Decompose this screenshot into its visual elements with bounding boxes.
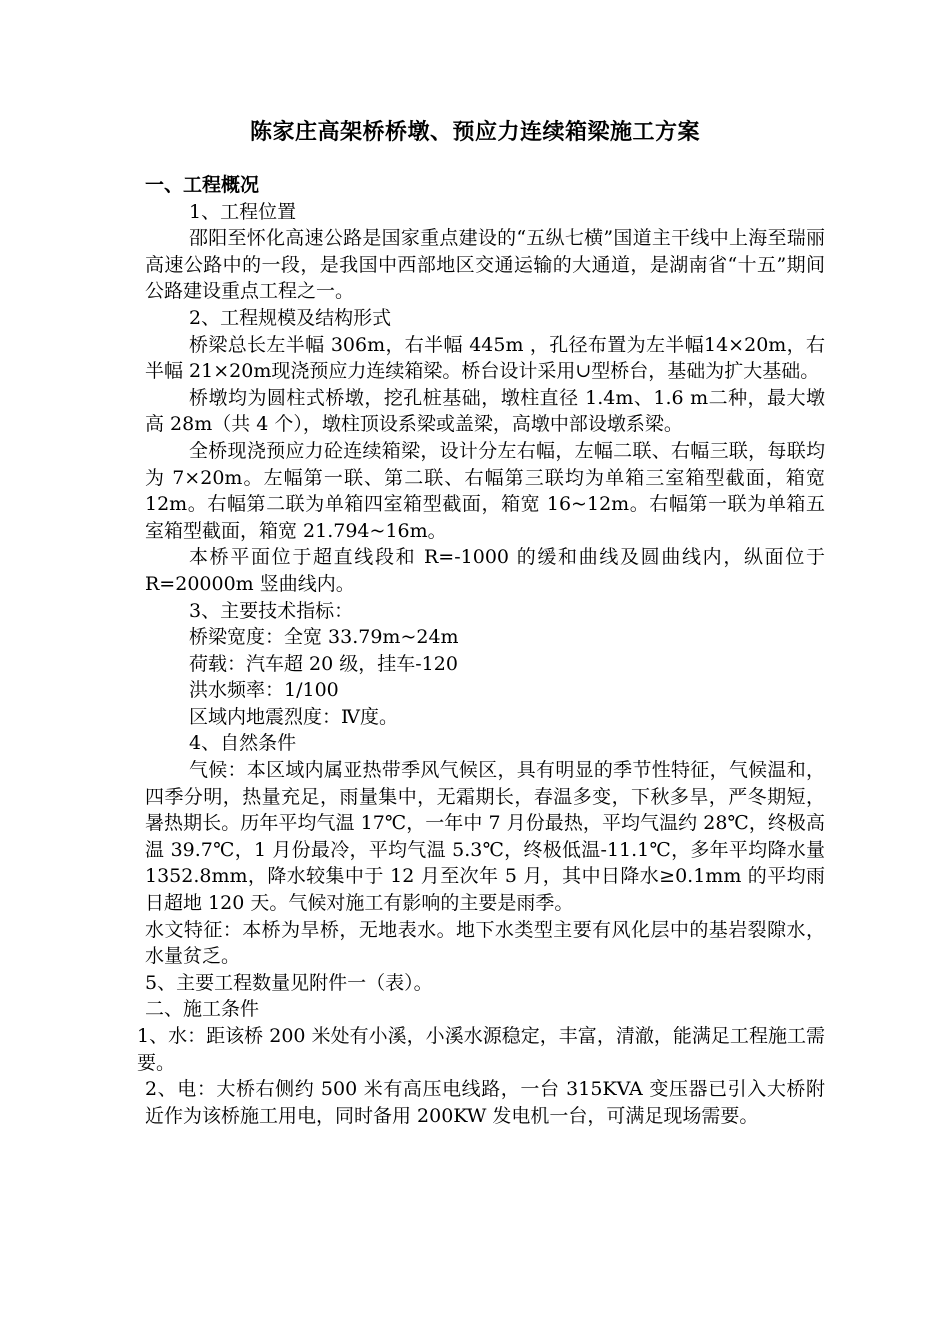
section-heading-overview: 一、工程概况 bbox=[145, 174, 260, 196]
subheading-natural-conditions: 4、自然条件 bbox=[189, 732, 297, 755]
document-title: 陈家庄高架桥桥墩、预应力连续箱梁施工方案 bbox=[249, 119, 700, 145]
paragraph-hydrology: 水文特征：本桥为旱桥，无地表水。地下水类型主要有风化层中的基岩裂隙水，水量贫乏。 bbox=[145, 918, 825, 968]
spec-bridge-width: 桥梁宽度：全宽 33.79m~24m bbox=[189, 626, 459, 649]
spec-seismic-intensity: 区域内地震烈度：Ⅳ度。 bbox=[189, 705, 398, 728]
paragraph-piers: 桥墩均为圆柱式桥墩，挖孔桩基础，墩柱直径 1.4m、1.6 m二种，最大墩高 28m（共 4 个），墩柱顶设系梁或盖梁，高墩中部设墩系梁。 bbox=[145, 386, 825, 436]
paragraph-quantities: 5、主要工程数量见附件一（表）。 bbox=[145, 971, 433, 994]
spec-load: 荷载：汽车超 20 级，挂车-120 bbox=[189, 652, 458, 675]
paragraph-climate: 气候：本区域内属亚热带季风气候区，具有明显的季节性特征，气候温和，四季分明，热量充足，雨量集中，无霜期长，春温多变，下秋多旱，严冬期短，暑热期长。历年平均气温 17℃，一年中 7 月份最热，平均气温约 28℃，终极高温 39.7℃，1 月份最冷，平均气温 5.3℃，终极低温-11.1℃，多年平均降水量 1352.8mm，降水较集中于 12 月至次年 5 月，其中日降水≥0.1mm 的平均雨日超地 120 天。气候对施工有影响的主要是雨季。 bbox=[145, 759, 825, 915]
subheading-location: 1、工程位置 bbox=[189, 200, 297, 223]
paragraph-alignment: 本桥平面位于超直线段和 R=-1000 的缓和曲线及圆曲线内，纵面位于 R=20000m 竖曲线内。 bbox=[145, 546, 825, 595]
paragraph-water: 1、水：距该桥 200 米处有小溪，小溪水源稳定，丰富，清澈，能满足工程施工需要。 bbox=[137, 1025, 825, 1074]
spec-flood-frequency: 洪水频率：1/100 bbox=[189, 679, 339, 702]
section-heading-construction-conditions: 二、施工条件 bbox=[145, 998, 260, 1021]
subheading-tech-indices: 3、主要技术指标： bbox=[189, 599, 354, 622]
paragraph-location: 邵阳至怀化高速公路是国家重点建设的“五纵七横”国道主干线中上海至瑞丽高速公路中的一段，是我国中西部地区交通运输的大通道，是湖南省“十五”期间公路建设重点工程之一。 bbox=[145, 227, 825, 303]
paragraph-box-girder: 全桥现浇预应力砼连续箱梁，设计分左右幅，左幅二联、右幅三联，每联均为 7×20m。左幅第一联、第二联、右幅第三联均为单箱三室箱型截面，箱宽 12m。右幅第二联为单箱四室箱型截面，箱宽 16~12m。右幅第一联为单箱五室箱型截面，箱宽 21.794~16m。 bbox=[145, 439, 825, 542]
paragraph-bridge-length: 桥梁总长左半幅 306m，右半幅 445m ，孔径布置为左半幅14×20m，右半幅 21×20m现浇预应力连续箱梁。桥台设计采用∪型桥台，基础为扩大基础。 bbox=[145, 333, 825, 383]
subheading-scale: 2、工程规模及结构形式 bbox=[189, 306, 392, 329]
document-body bbox=[137, 172, 825, 1129]
paragraph-electricity: 2、电：大桥右侧约 500 米有高压电线路，一台 315KVA 变压器已引入大桥附近作为该桥施工用电，同时备用 200KW 发电机一台，可满足现场需要。 bbox=[145, 1078, 825, 1127]
